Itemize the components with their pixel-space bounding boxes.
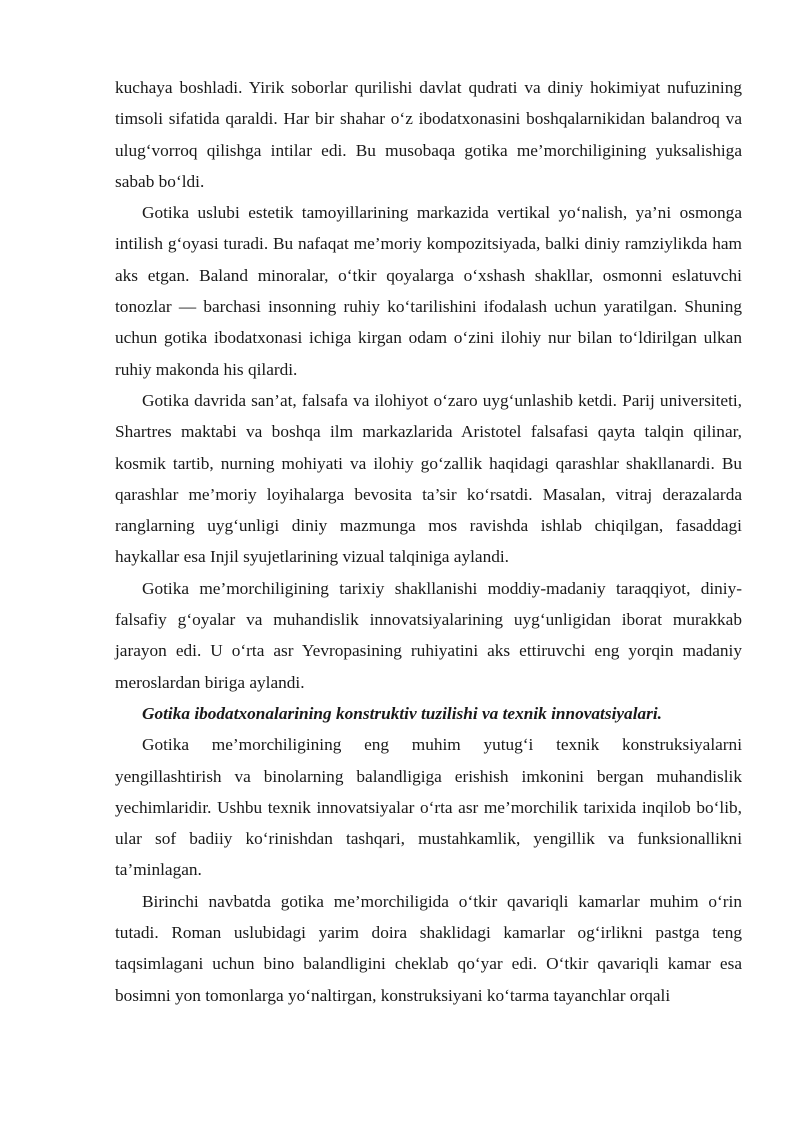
section-heading: Gotika ibodatxonalarining konstruktiv tuzilishi va texnik innovatsiyalari. [142,703,662,723]
paragraph-6: Birinchi navbatda gotika me’morchiligida o‘tkir qavariqli kamarlar muhim o‘rin tutadi. Roman uslubidagi yarim doira shaklidagi kamarlar og‘irlikni pastga teng taqsimlagani uchun bino balandligini cheklab qo‘yar edi. O‘tkir qavariqli kamar esa bosimni yon tomonlarga yo‘naltirgan, konstruksiyani ko‘tarma tayanchlar orqali [115,891,742,1005]
paragraph-1: kuchaya boshladi. Yirik soborlar qurilishi davlat qudrati va diniy hokimiyat nufuzining timsoli sifatida qaraldi. Har bir shahar o‘z ibodatxonasini boshqalarnikidan balandroq va ulug‘vorroq qilishga intilar edi. Bu musobaqa gotika me’morchiligining yuksalishiga sabab bo‘ldi. [115,78,742,191]
paragraph-5: Gotika me’morchiligining eng muhim yutug‘i texnik konstruksiyalarni yengillashtirish va binolarning balandligiga erishish imkonini bergan muhandislik yechimlaridir. Ushbu texnik innovatsiyalar o‘rta asr me’morchilik tarixida inqilob bo‘lib, ular sof badiiy ko‘rinishdan tashqari, mustahkamlik, yengillik va funksionallikni ta’minlagan. [115,735,742,880]
document-page [115,72,742,1011]
paragraph-2: Gotika uslubi estetik tamoyillarining markazida vertikal yo‘nalish, ya’ni osmonga intilish g‘oyasi turadi. Bu nafaqat me’moriy kompozitsiyada, balki diniy ramziylikda ham aks etgan. Baland minoralar, o‘tkir qoyalarga o‘xshash shakllar, osmonni eslatuvchi tonozlar — barchasi insonning ruhiy ko‘tarilishini ifodalash uchun yaratilgan. Shuning uchun gotika ibodatxonasi ichiga kirgan odam o‘zini ilohiy nur bilan to‘ldirilgan ulkan ruhiy makonda his qilardi. [115,203,742,379]
paragraph-4: Gotika me’morchiligining tarixiy shakllanishi moddiy-madaniy taraqqiyot, diniy-falsafiy g‘oyalar va muhandislik innovatsiyalarining uyg‘unligidan iborat murakkab jarayon edi. U o‘rta asr Yevropasining ruhiyatini aks ettiruvchi eng yorqin madaniy meroslardan biriga aylandi. [115,578,742,692]
paragraph-3: Gotika davrida san’at, falsafa va ilohiyot o‘zaro uyg‘unlashib ketdi. Parij universiteti, Shartres maktabi va boshqa ilm markazlarida Aristotel falsafasi qayta talqin qilinar, kosmik tartib, nurning mohiyati va ilohiy go‘zallik haqidagi qarashlar shakllanardi. Bu qarashlar me’moriy loyihalarga bevosita ta’sir ko‘rsatdi. Masalan, vitraj derazalarda ranglarning uyg‘unligi diniy mazmunga mos ravishda ishlab chiqilgan, fasaddagi haykallar esa Injil syujetlarining vizual talqiniga aylandi. [115,390,742,567]
